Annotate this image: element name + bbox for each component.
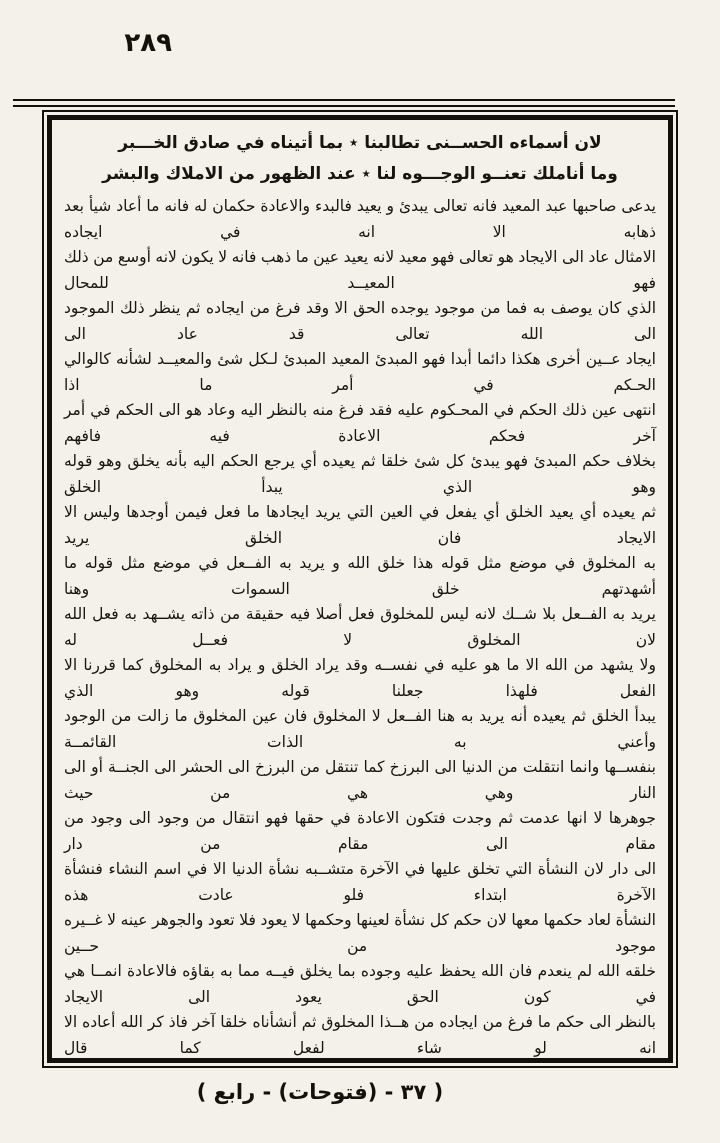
- top-double-rule: [13, 99, 675, 107]
- text-line: الامثال عاد الى الايجاد هو تعالى فهو معيد لانه يعيد عين ما ذهب فانه لا يكون لانه أوسع من ذلك فهو المعيــد للمحال: [64, 248, 656, 292]
- opening-poem: [64, 128, 656, 190]
- text-line: ولا يشهد من الله الا ما هو عليه في نفســه وقد يراد الخلق و يراد به المخلوق كما قررنا الا الفعل فلهذا جعلنا قوله وهو الذي: [64, 656, 656, 700]
- text-line: خلقه الله لم ينعدم فان الله يحفظ عليه وجوده بما يخلق فيــه مما به بقاؤه فالاعادة انمــا هي في كون الحق يعود الى الايجاد: [64, 962, 656, 1006]
- text-line: ايجاد عــين أخرى هكذا دائما أبدا فهو المبدئ المعيد المبدئ لـكل شئ والمعيــد لشأنه كالوالي الحـكم في أمر ما اذا: [64, 350, 656, 394]
- text-line: يبدأ الخلق ثم يعيده أنه يريد به هنا الفــعل لا المخلوق فان عين المخلوق ما زالت من الوجود وأعني به الذات القائمــة: [64, 707, 656, 751]
- text-line: بالنظر الى حكم ما فرغ من ايجاده من هــذا المخلوق ثم أنشأناه خلقا آخر فاذ كر الله أعاده الا انه لو شاء لفعل كما قال: [64, 1013, 656, 1057]
- text-line: ثم يعيده أي يعيد الخلق أي يفعل في العين التي يريد ايجادها ما فعل فيمن أوجدها وليس الا الايجاد فان الخلق يريد: [64, 503, 656, 547]
- text-line: انتهى عين ذلك الحكم في المحـكوم عليه فقد فرغ منه بالنظر اليه وعاد هو الى الحكم في أمر آخر فحكم الاعادة فيه فافهم: [64, 401, 656, 445]
- text-line: الذي كان يوصف به فما من موجود يوجده الحق الا وقد فرغ من ايجاده ثم ينظر ذلك الموجود الى الله تعالى قد عاد الى: [64, 299, 656, 343]
- text-line: جوهرها لا انها عدمت ثم وجدت فتكون الاعادة في حقها فهو انتقال من وجود الى وجود من مقام الى مقام من دار: [64, 809, 656, 853]
- text-line: الى دار لان النشأة التي تخلق عليها في الآخرة متشــبه نشأة الدنيا الا في اسم النشاء فنشأة الآخرة ابتداء فلو عادت هذه: [64, 860, 656, 904]
- text-line: يريد به الفــعل بلا شــك لانه ليس للمخلوق فعل أصلا فيه حقيقة من ذاته يشــهد به فعل الله لان المخلوق لا فعــل له: [64, 605, 656, 649]
- text-line: يدعى صاحبها عبد المعيد فانه تعالى يبدئ و يعيد فالبدء والاعادة حكمان له فانه ما أعاد شيأ بعد ذهابه الا انه في ايجاده: [64, 197, 656, 241]
- text-line: [64, 1061, 656, 1063]
- page-number: ٢٨٩: [124, 28, 172, 58]
- page-frame-inner: [47, 115, 673, 1063]
- poem-line: لان أسماءه الحســنى تطالبنا ٭ بما أتيناه في صادق الخـــبر: [118, 133, 602, 153]
- poem-line: وما أناملك تعنــو الوجـــوه لنا ٭ عند الظهور من الاملاك والبشر: [102, 164, 618, 184]
- footer-caption: ( ٣٧ - (فتوحات) - رابع ): [196, 1080, 444, 1104]
- text-line: به المخلوق في موضع مثل قوله هذا خلق الله و يريد به الفــعل في موضع مثل قوله ما أشهدتهم خلق السموات وهنا: [64, 554, 656, 598]
- text-line: بنفســها وانما انتقلت من الدنيا الى البرزخ كما تنتقل من البرزخ الى الحشر الى الجنــة أو الى النار وهي هي من حيث: [64, 758, 656, 802]
- text-line: بخلاف حكم المبدئ فهو يبدئ كل شئ خلقا ثم يعيده أي يرجع الحكم اليه بأنه يخلق وهو قوله وهو الذي يبدأ الخلق: [64, 452, 656, 496]
- text-line: النشأة لعاد حكمها معها لان حكم كل نشأة لعينها وحكمها لا يعود فلا تعود والجوهر عينه لا غــيره موجود من حــين: [64, 911, 656, 955]
- page-frame: [42, 110, 678, 1068]
- section-muid-body: [64, 194, 656, 1063]
